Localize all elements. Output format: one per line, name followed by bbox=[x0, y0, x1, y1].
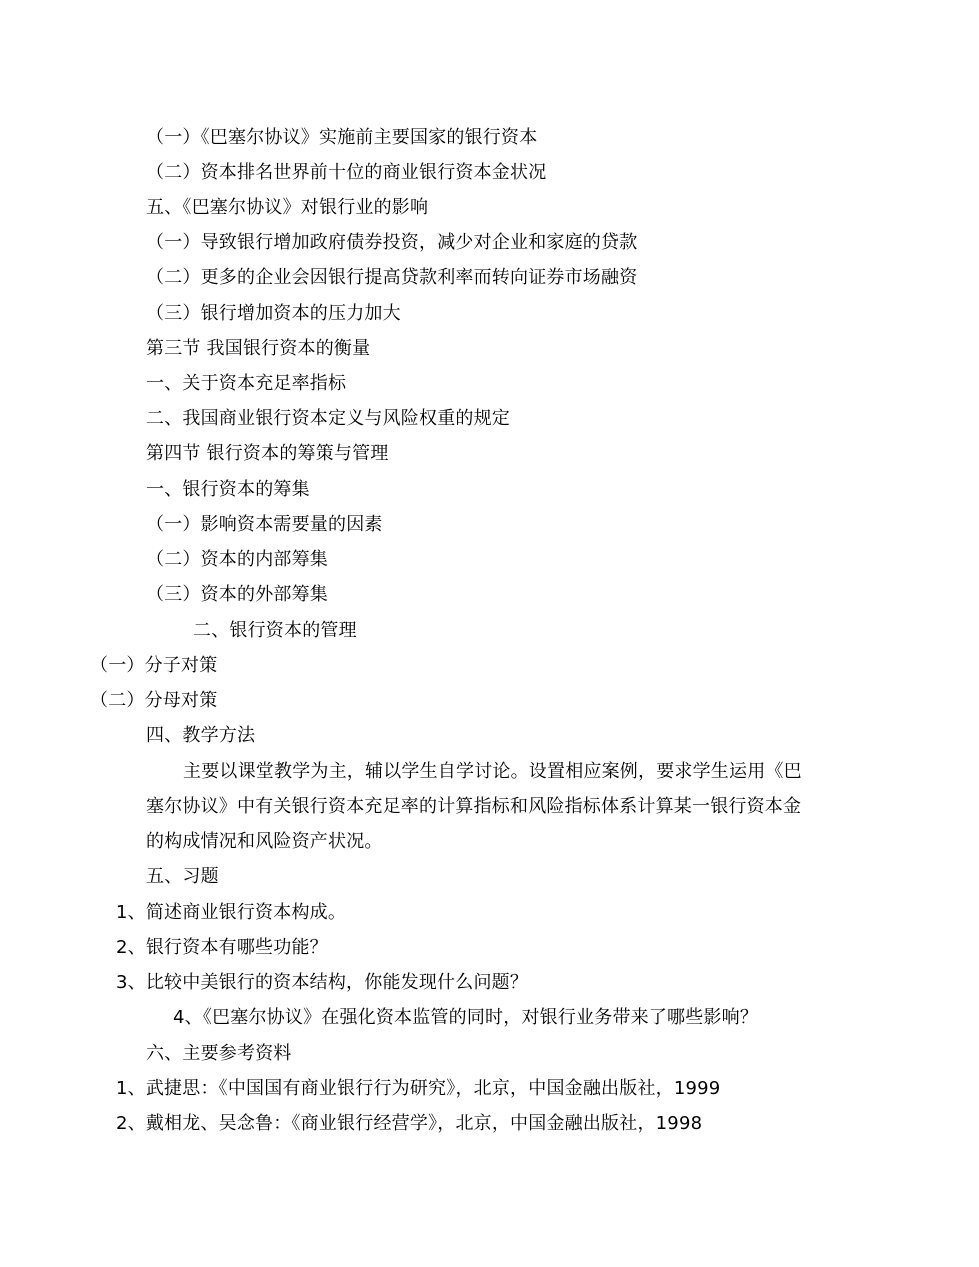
exercise-item: 4、《巴塞尔协议》在强化资本监管的同时，对银行业务带来了哪些影响？ bbox=[173, 1007, 759, 1028]
exercise-item: 1、简述商业银行资本构成。 bbox=[116, 902, 347, 923]
section-heading: 二、我国商业银行资本定义与风险权重的规定 bbox=[146, 408, 510, 429]
subsection-heading: （二）分母对策 bbox=[90, 690, 218, 711]
subsection-heading: （一）导致银行增加政府债券投资，减少对企业和家庭的贷款 bbox=[146, 232, 638, 253]
section-heading: 六、主要参考资料 bbox=[146, 1043, 292, 1064]
chapter-section-heading: 第三节 我国银行资本的衡量 bbox=[146, 338, 371, 359]
paragraph-line: 塞尔协议》中有关银行资本充足率的计算指标和风险指标体系计算某一银行资本金 bbox=[146, 796, 802, 817]
paragraph-line: 的构成情况和风险资产状况。 bbox=[146, 831, 383, 852]
section-heading: 二、银行资本的管理 bbox=[193, 620, 357, 641]
exercise-item: 3、比较中美银行的资本结构，你能发现什么问题？ bbox=[116, 972, 529, 993]
section-heading: 五、习题 bbox=[146, 866, 219, 887]
reference-item: 2、戴相龙、吴念鲁：《商业银行经营学》，北京，中国金融出版社，1998 bbox=[116, 1113, 703, 1134]
subsection-heading: （三）资本的外部筹集 bbox=[146, 584, 328, 605]
paragraph-line: 主要以课堂教学为主，辅以学生自学讨论。设置相应案例，要求学生运用《巴 bbox=[183, 761, 802, 782]
subsection-heading: （三）银行增加资本的压力加大 bbox=[146, 303, 401, 324]
subsection-heading: （二）资本的内部筹集 bbox=[146, 549, 328, 570]
subsection-heading: （一）《巴塞尔协议》实施前主要国家的银行资本 bbox=[146, 127, 538, 148]
subsection-heading: （二）资本排名世界前十位的商业银行资本金状况 bbox=[146, 162, 547, 183]
exercise-item: 2、银行资本有哪些功能？ bbox=[116, 937, 328, 958]
section-heading: 一、关于资本充足率指标 bbox=[146, 373, 347, 394]
reference-item: 1、武捷思：《中国国有商业银行行为研究》，北京，中国金融出版社，1999 bbox=[116, 1078, 721, 1099]
section-heading: 四、教学方法 bbox=[146, 725, 256, 746]
section-heading: 一、银行资本的筹集 bbox=[146, 479, 310, 500]
chapter-section-heading: 第四节 银行资本的筹策与管理 bbox=[146, 443, 389, 464]
subsection-heading: （二）更多的企业会因银行提高贷款利率而转向证券市场融资 bbox=[146, 267, 638, 288]
subsection-heading: （一）分子对策 bbox=[90, 655, 218, 676]
section-heading: 五、《巴塞尔协议》对银行业的影响 bbox=[146, 197, 429, 218]
subsection-heading: （一）影响资本需要量的因素 bbox=[146, 514, 383, 535]
